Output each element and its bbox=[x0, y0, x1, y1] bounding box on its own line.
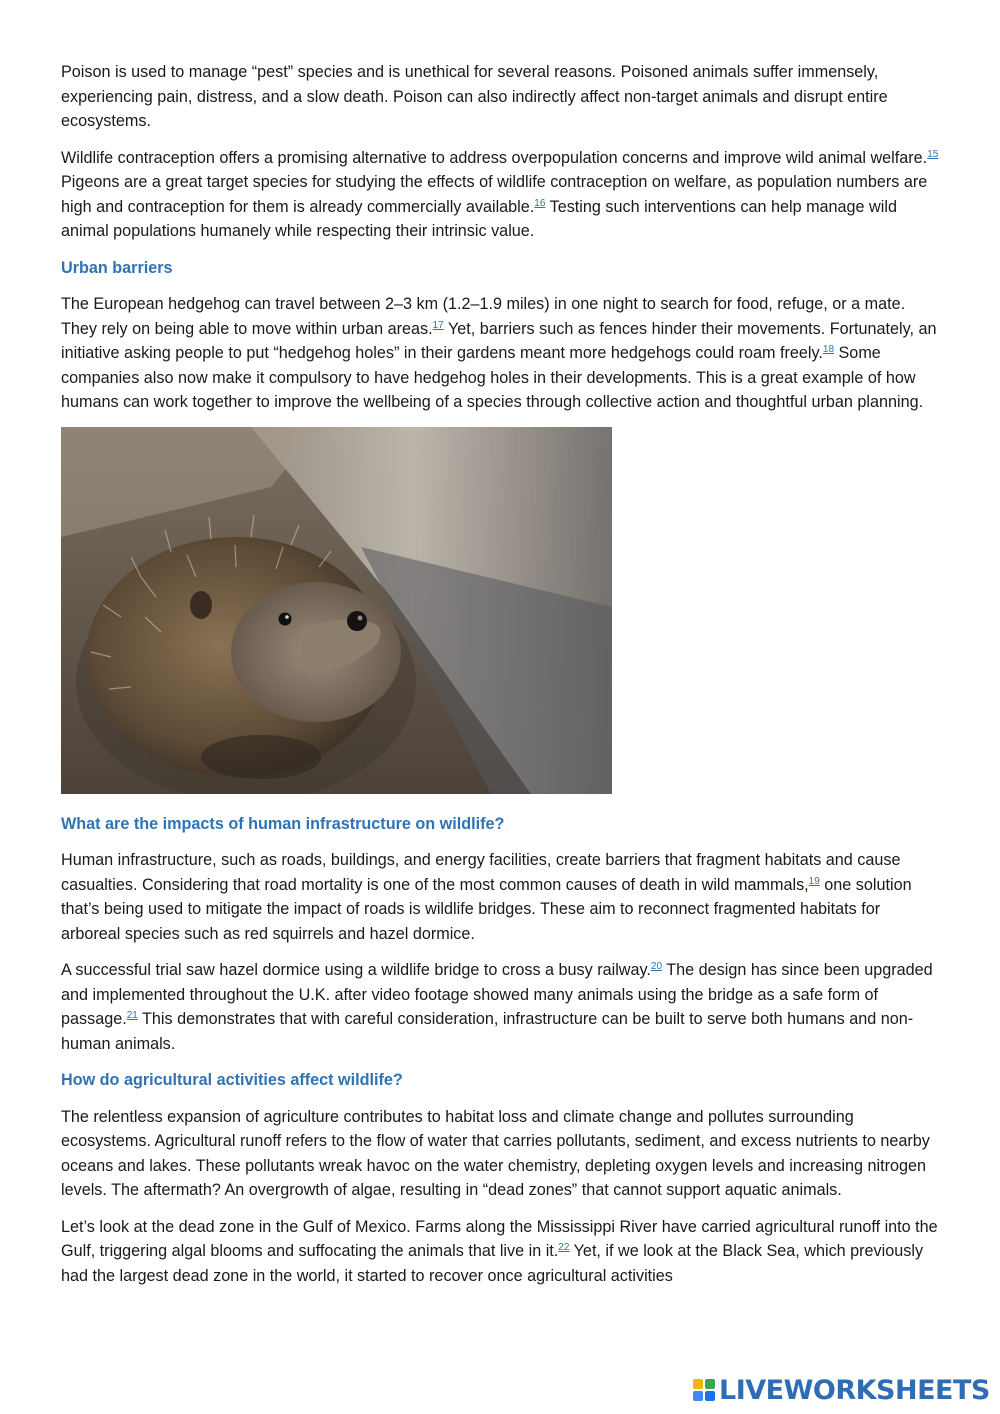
logo-mark-icon bbox=[693, 1379, 715, 1401]
footnote-link-16[interactable]: 16 bbox=[534, 197, 546, 209]
heading-urban-barriers: Urban barriers bbox=[61, 258, 173, 277]
paragraph-agriculture: The relentless expansion of agriculture contributes to habitat loss and climate change and pollutes surrounding ecosystems. Agricultural runoff refers to the flow of water that carries pollutants, sediment, and excess nutrients to nearby oceans and lakes. These pollutants wreak havoc on the water chemistry, depleting oxygen levels and increasing nitrogen levels. The aftermath? An overgrowth of algae, resulting in “dead zones” that cannot support aquatic animals. bbox=[61, 1107, 930, 1199]
document-page bbox=[61, 60, 941, 1300]
footnote-link-15[interactable]: 15 bbox=[927, 148, 939, 160]
heading-agricultural-activities: How do agricultural activities affect wildlife? bbox=[61, 1071, 403, 1089]
logo-text: LIVEWORKSHEETS bbox=[719, 1374, 990, 1406]
hedgehog-illustration bbox=[61, 427, 612, 794]
paragraph-infrastructure: Human infrastructure, such as roads, buildings, and energy facilities, create barriers that fragment habitats and cause casualties. Considering that road mortality is one of the most common causes of death in wild mammals,$^{19}$ one solution that’s being used to mitigate the impact of roads is wildlife bridges. These aim to reconnect fragmented habitats for arboreal species such as red squirrels and hazel dormice. bbox=[61, 851, 912, 943]
footnote-link-17[interactable]: 17 bbox=[432, 319, 444, 331]
footnote-link-22[interactable]: 22 bbox=[558, 1242, 570, 1253]
footnote-link-19[interactable]: 19 bbox=[808, 875, 820, 887]
paragraph-contraception: Wildlife contraception offers a promising alternative to address overpopulation concerns and improve wild animal welfare.$^{15}$ Pigeons are a great target species for studying the effects of wildlife contraception on welfare, as population numbers are high and contraception for them is already commercially available.$^{16}$ Testing such interventions can help manage wild animal populations humanely while respecting their intrinsic value. bbox=[61, 148, 939, 240]
footnote-link-20[interactable]: 20 bbox=[650, 961, 663, 972]
footnote-link-18[interactable]: 18 bbox=[822, 344, 835, 355]
hedgehog-photo bbox=[61, 427, 612, 794]
paragraph-gulf-of-mexico: Let’s look at the dead zone in the Gulf of Mexico. Farms along the Mississippi River have carried agricultural runoff into the Gulf, triggering algal blooms and suffocating the animals that live in it.$^{22}$ Yet, if we look at the Black Sea, which previously had the largest dead zone in the world, it started to recover once agricultural activities bbox=[61, 1217, 938, 1285]
liveworksheets-logo[interactable] bbox=[693, 1375, 990, 1405]
footnote-link-21[interactable]: 21 bbox=[126, 1010, 138, 1021]
paragraph-hedgehog: The European hedgehog can travel between 2–3 km (1.2–1.9 miles) in one night to search for food, refuge, or a mate. They rely on being able to move within urban areas.$^{17}$ Yet, barriers such as fences hinder their movements. Fortunately, an initiative asking people to put “hedgehog holes” in their gardens meant more hedgehogs could roam freely.$^{18}$ Some companies also now make it compulsory to have hedgehog holes in their developments. This is a great example of how humans can work together to improve the wellbeing of a species through collective action and thoughtful urban planning. bbox=[61, 295, 937, 411]
paragraph-poison: Poison is used to manage “pest” species and is unethical for several reasons. Poisoned animals suffer immensely, experiencing pain, distress, and a slow death. Poison can also indirectly affect non-target animals and disrupt entire ecosystems. bbox=[61, 63, 888, 130]
paragraph-dormice-bridge: A successful trial saw hazel dormice using a wildlife bridge to cross a busy railway.$^{20}$ The design has since been upgraded and implemented throughout the U.K. after video footage showed many animals using the bridge as a safe form of passage.$^{21}$ This demonstrates that with careful consideration, infrastructure can be built to serve both humans and non-human animals. bbox=[61, 961, 933, 1053]
heading-human-infrastructure: What are the impacts of human infrastructure on wildlife? bbox=[61, 814, 505, 833]
